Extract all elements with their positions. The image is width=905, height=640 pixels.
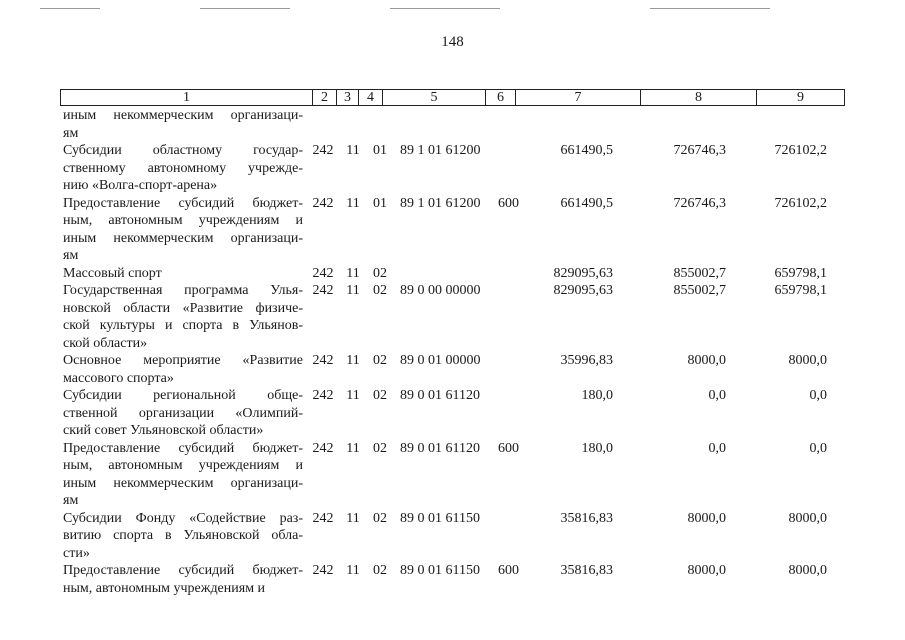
row-description: [63, 510, 303, 563]
header-cell-2: 2: [312, 90, 336, 105]
target-article: 89 0 00 00000: [400, 283, 481, 298]
description-line: Предоставление субсидий бюджет-: [63, 563, 303, 578]
table-row: [0, 195, 905, 265]
description-line: Субсидии региональной обще-: [63, 388, 303, 403]
expense-type: 600: [498, 440, 519, 456]
description-line: новской области «Развитие физиче-: [63, 300, 303, 316]
amount-col8: 8000,0: [687, 510, 726, 526]
target-article: 89 0 01 00000: [400, 353, 481, 368]
amount-col7: 661490,5: [560, 195, 613, 211]
chapter-code: 11: [346, 283, 360, 298]
description-line: ственному автономному учрежде-: [63, 160, 303, 176]
row-description: [63, 562, 303, 597]
amount-col9: 8000,0: [788, 353, 827, 368]
scan-artifact: [390, 8, 500, 9]
description-line: ным, автономным учреждениям и: [63, 213, 303, 228]
subchapter-code: 01: [373, 143, 387, 158]
chapter-code: 11: [346, 143, 360, 158]
amount-col8: 855002,7: [673, 265, 726, 281]
amount-col8: 726746,3: [673, 195, 726, 211]
amount-col8: 726746,3: [673, 143, 726, 158]
scan-artifact: [650, 8, 770, 9]
expense-type: 600: [498, 563, 519, 578]
table-row: [0, 440, 905, 510]
chapter-code: 11: [346, 510, 360, 526]
amount-col8: 0,0: [708, 388, 726, 403]
chapter-code: 11: [346, 353, 360, 368]
amount-col8: 0,0: [708, 440, 726, 456]
scan-artifact: [40, 8, 100, 9]
amount-col8: 855002,7: [673, 283, 726, 298]
table-row: [0, 265, 905, 283]
amount-col9: 659798,1: [774, 283, 827, 298]
amount-col7: 829095,63: [553, 283, 613, 298]
subchapter-code: 02: [373, 265, 387, 281]
description-line: иным некоммерческим организаци-: [63, 108, 303, 123]
table-body: [0, 107, 905, 597]
row-description: [63, 142, 303, 195]
page-number: 148: [441, 34, 464, 50]
amount-col9: 659798,1: [774, 265, 827, 281]
table-row: [0, 562, 905, 597]
header-cell-3: 3: [336, 90, 358, 105]
description-line: ным, автономным учреждениям и: [63, 458, 303, 473]
amount-col9: 8000,0: [788, 510, 827, 526]
description-line: ным, автономным учреждениям и: [63, 580, 266, 596]
row-description: [63, 387, 303, 440]
expense-type: 600: [498, 195, 519, 211]
subchapter-code: 02: [373, 353, 387, 368]
table-row: [0, 142, 905, 195]
row-description: [63, 195, 303, 265]
description-line: ям: [63, 248, 79, 263]
description-line: Государственная программа Улья-: [63, 283, 303, 298]
chapter-code: 11: [346, 563, 360, 578]
chapter-code: 11: [346, 440, 360, 456]
header-cell-8: 8: [640, 90, 756, 105]
section-code: 242: [312, 440, 334, 456]
amount-col8: 8000,0: [687, 563, 726, 578]
description-line: ям: [63, 493, 79, 508]
amount-col9: 0,0: [809, 440, 827, 456]
amount-col7: 180,0: [581, 440, 613, 456]
target-article: 89 1 01 61200: [400, 143, 481, 158]
target-article: 89 0 01 61150: [400, 510, 480, 526]
section-code: 242: [312, 283, 334, 298]
chapter-code: 11: [346, 265, 360, 281]
description-line: Субсидии Фонду «Содействие раз-: [63, 510, 303, 526]
amount-col9: 726102,2: [774, 195, 827, 211]
description-line: иным некоммерческим организаци-: [63, 475, 303, 491]
header-cell-5: 5: [382, 90, 485, 105]
description-line: витию спорта в Ульяновской обла-: [63, 528, 303, 543]
table-row: [0, 352, 905, 387]
section-code: 242: [312, 388, 334, 403]
description-line: Субсидии областному государ-: [63, 143, 303, 158]
table-row: [0, 510, 905, 563]
header-cell-7: 7: [515, 90, 640, 105]
table-row: [0, 387, 905, 440]
header-cell-6: 6: [485, 90, 515, 105]
section-code: 242: [312, 143, 334, 158]
section-code: 242: [312, 510, 334, 526]
description-line: ский совет Ульяновской области»: [63, 423, 264, 438]
chapter-code: 11: [346, 388, 360, 403]
target-article: 89 0 01 61120: [400, 388, 480, 403]
amount-col8: 8000,0: [687, 353, 726, 368]
description-line: Основное мероприятие «Развитие: [63, 353, 303, 368]
description-line: ской культуры и спорта в Ульянов-: [63, 318, 303, 333]
target-article: 89 0 01 61120: [400, 440, 480, 456]
row-description: [63, 352, 303, 387]
subchapter-code: 02: [373, 563, 387, 578]
section-code: 242: [312, 563, 334, 578]
description-line: Предоставление субсидий бюджет-: [63, 440, 303, 456]
amount-col9: 8000,0: [788, 563, 827, 578]
target-article: 89 0 01 61150: [400, 563, 480, 578]
section-code: 242: [312, 353, 334, 368]
description-line: ственной организации «Олимпий-: [63, 405, 303, 421]
section-code: 242: [312, 195, 334, 211]
row-description: [63, 282, 303, 352]
row-description: [63, 265, 303, 283]
description-line: ям: [63, 125, 79, 141]
description-line: иным некоммерческим организаци-: [63, 230, 303, 246]
target-article: 89 1 01 61200: [400, 195, 481, 211]
description-line: Массовый спорт: [63, 265, 162, 281]
table-header: [60, 89, 845, 106]
header-cell-9: 9: [756, 90, 844, 105]
amount-col7: 180,0: [581, 388, 613, 403]
subchapter-code: 02: [373, 510, 387, 526]
amount-col9: 726102,2: [774, 143, 827, 158]
description-line: сти»: [63, 545, 90, 561]
subchapter-code: 02: [373, 388, 387, 403]
amount-col7: 661490,5: [560, 143, 613, 158]
amount-col9: 0,0: [809, 388, 827, 403]
table-row: [0, 282, 905, 352]
subchapter-code: 01: [373, 195, 387, 211]
header-cell-4: 4: [358, 90, 382, 105]
description-line: массового спорта»: [63, 370, 174, 386]
description-line: нию «Волга-спорт-арена»: [63, 178, 218, 193]
chapter-code: 11: [346, 195, 360, 211]
subchapter-code: 02: [373, 283, 387, 298]
table-row: [0, 107, 905, 142]
row-description: [63, 107, 303, 142]
amount-col7: 35816,83: [560, 563, 613, 578]
amount-col7: 829095,63: [553, 265, 613, 281]
amount-col7: 35816,83: [560, 510, 613, 526]
row-description: [63, 440, 303, 510]
scan-artifact: [200, 8, 290, 9]
amount-col7: 35996,83: [560, 353, 613, 368]
description-line: Предоставление субсидий бюджет-: [63, 195, 303, 211]
description-line: ской области»: [63, 335, 148, 351]
subchapter-code: 02: [373, 440, 387, 456]
section-code: 242: [312, 265, 334, 281]
header-cell-1: 1: [183, 90, 190, 105]
